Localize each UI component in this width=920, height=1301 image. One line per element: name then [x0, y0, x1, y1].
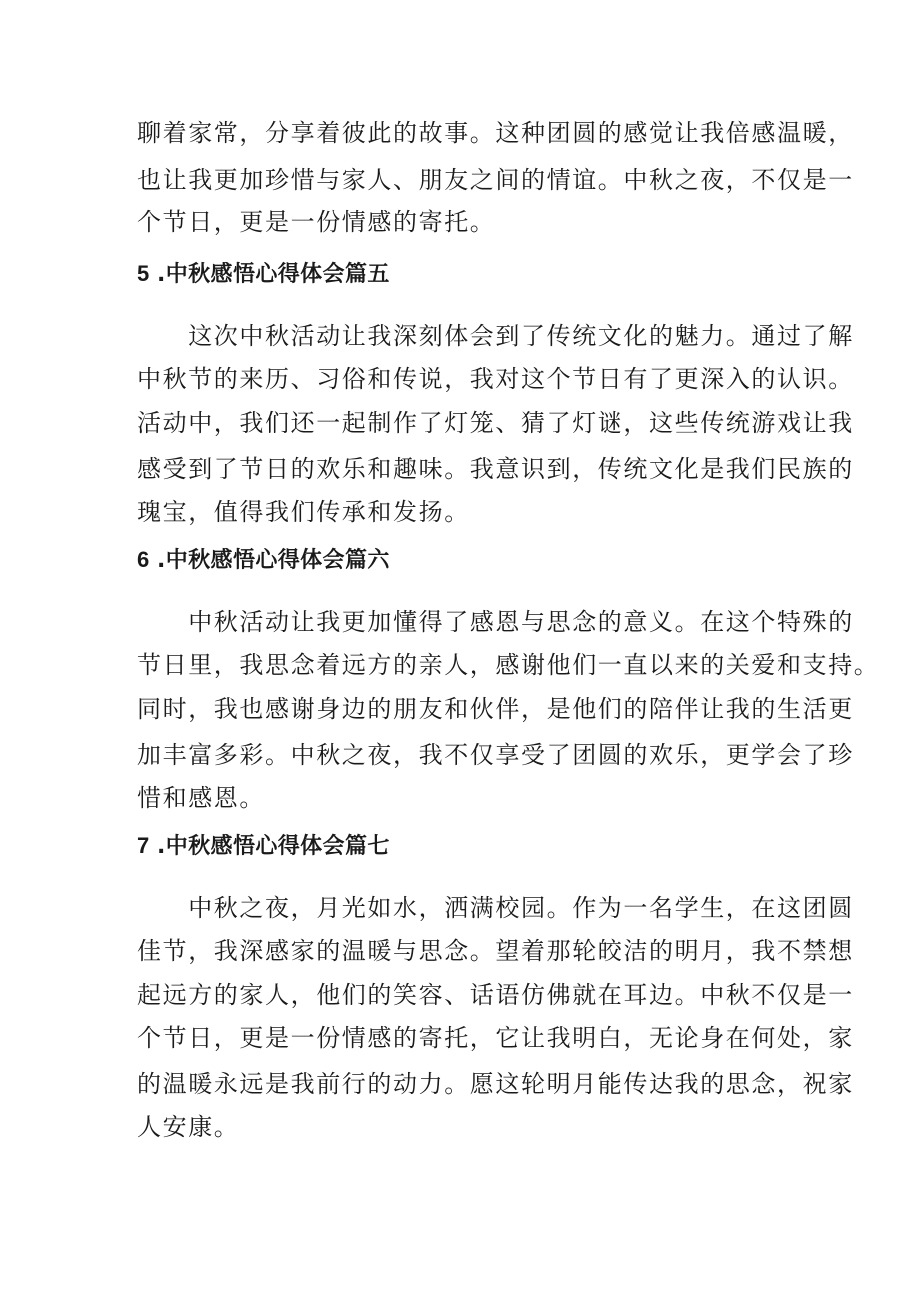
- section-title: .中秋感悟心得体会篇六: [157, 548, 390, 573]
- paragraph-line: 个节日，更是一份情感的寄托。: [137, 208, 496, 236]
- paragraph-line: 起远方的家人，他们的笑容、话语仿佛就在耳边。中秋不仅是一: [137, 981, 854, 1009]
- section-heading: [137, 259, 390, 290]
- paragraph-line: 佳节，我深感家的温暖与思念。望着那轮皎洁的明月，我不禁想: [137, 937, 854, 965]
- section-number: 7: [137, 833, 150, 858]
- paragraph-line: 这次中秋活动让我深刻体会到了传统文化的魅力。通过了解: [137, 322, 854, 350]
- paragraph-line: 活动中，我们还一起制作了灯笼、猜了灯谜，这些传统游戏让我: [137, 409, 854, 437]
- section-number: 5: [137, 261, 150, 286]
- paragraph-line: 加丰富多彩。中秋之夜，我不仅享受了团圆的欢乐，更学会了珍: [137, 741, 854, 769]
- paragraph-line: 节日里，我思念着远方的亲人，感谢他们一直以来的关爱和支持。: [137, 651, 880, 679]
- paragraph-line: 惜和感恩。: [137, 784, 265, 812]
- paragraph-line: 的温暖永远是我前行的动力。愿这轮明月能传达我的思念，祝家: [137, 1070, 854, 1098]
- paragraph-line: 瑰宝，值得我们传承和发扬。: [137, 498, 470, 526]
- paragraph-line: 中秋节的来历、习俗和传说，我对这个节日有了更深入的认识。: [137, 365, 854, 393]
- section-number: 6: [137, 547, 150, 572]
- section-title: .中秋感悟心得体会篇五: [157, 262, 390, 287]
- section-heading: [137, 831, 390, 862]
- paragraph-line: 感受到了节日的欢乐和趣味。我意识到，传统文化是我们民族的: [137, 455, 854, 483]
- paragraph-line: 中秋活动让我更加懂得了感恩与思念的意义。在这个特殊的: [137, 608, 854, 636]
- section-heading: [137, 545, 390, 576]
- paragraph-line: 也让我更加珍惜与家人、朋友之间的情谊。中秋之夜，不仅是一: [137, 166, 854, 194]
- paragraph-line: 聊着家常，分享着彼此的故事。这种团圆的感觉让我倍感温暖，: [137, 119, 854, 147]
- section-title: .中秋感悟心得体会篇七: [157, 834, 390, 859]
- paragraph-line: 中秋之夜，月光如水，洒满校园。作为一名学生，在这团圆: [137, 894, 854, 922]
- paragraph-line: 人安康。: [137, 1113, 240, 1141]
- paragraph-line: 个节日，更是一份情感的寄托，它让我明白，无论身在何处，家: [137, 1024, 854, 1052]
- paragraph-line: 同时，我也感谢身边的朋友和伙伴，是他们的陪伴让我的生活更: [137, 695, 854, 723]
